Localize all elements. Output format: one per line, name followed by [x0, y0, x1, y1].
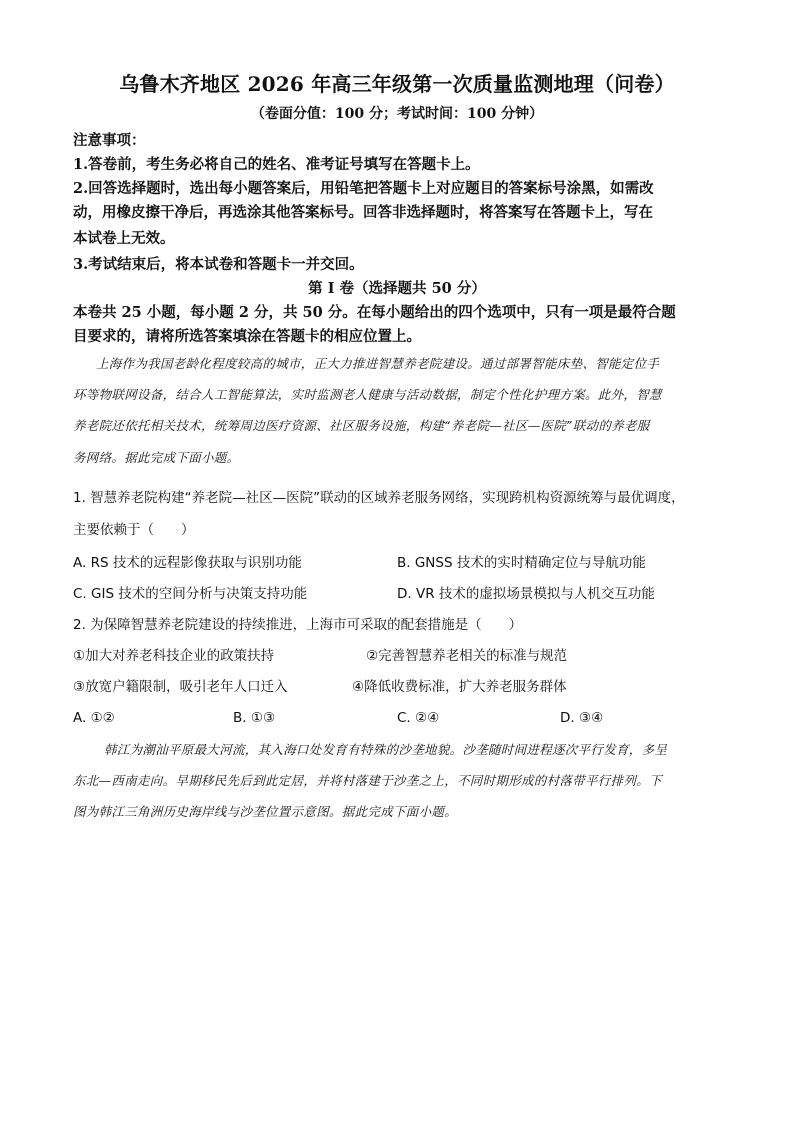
option-c: C. GIS 技术的空间分析与决策支持功能	[73, 586, 308, 602]
question-stem: 主要依赖于（ ）	[73, 522, 195, 538]
notice-line: 2.回答选择题时，选出每小题答案后，用铅笔把答题卡上对应题目的答案标号涂黑，如需改	[73, 180, 654, 197]
statement-item: ①加大对养老科技企业的政策扶持	[73, 648, 275, 664]
section-title: 第 I 卷（选择题共 50 分）	[308, 280, 486, 297]
page-title: 乌鲁木齐地区 2026 年高三年级第一次质量监测地理（问卷）	[119, 72, 675, 96]
option-a: A. RS 技术的远程影像获取与识别功能	[73, 555, 302, 571]
question-stem: 2. 为保障智慧养老院建设的持续推进，上海市可采取的配套措施是（ ）	[73, 617, 523, 633]
option-c: C. ②④	[397, 710, 440, 726]
page-subtitle: （卷面分值：100 分；考试时间：100 分钟）	[250, 106, 544, 122]
notice-line: 3.考试结束后，将本试卷和答题卡一并交回。	[73, 256, 364, 273]
section-instruction: 目要求的，请将所选答案填涂在答题卡的相应位置上。	[73, 328, 421, 345]
notice-line: 1.答卷前，考生务必将自己的姓名、准考证号填写在答题卡上。	[73, 156, 480, 173]
passage-line: 上海作为我国老龄化程度较高的城市，正大力推进智慧养老院建设。通过部署智能床垫、智能定位手	[96, 356, 660, 371]
passage-line: 韩江为潮汕平原最大河流，其入海口处发育有特殊的沙垄地貌。沙垄随时间进程逐次平行发育，多呈	[104, 742, 668, 757]
option-d: D. ③④	[560, 710, 604, 726]
option-d: D. VR 技术的虚拟场景模拟与人机交互功能	[397, 586, 655, 602]
option-a: A. ①②	[73, 710, 115, 726]
section-instruction: 本卷共 25 小题，每小题 2 分，共 50 分。在每小题给出的四个选项中，只有一项是最符合题	[73, 304, 676, 321]
option-b: B. ①③	[233, 710, 276, 726]
option-b: B. GNSS 技术的实时精确定位与导航功能	[397, 555, 646, 571]
statement-item: ②完善智慧养老相关的标准与规范	[366, 648, 568, 664]
passage-line: 环等物联网设备，结合人工智能算法，实时监测老人健康与活动数据，制定个性化护理方案。此外，智慧	[73, 387, 662, 402]
notice-heading: 注意事项：	[73, 132, 146, 149]
passage-line: 养老院还依托相关技术，统筹周边医疗资源、社区服务设施，构建“养老院—社区—医院”联动的养老服	[73, 418, 650, 433]
notice-line: 动，用橡皮擦干净后，再选涂其他答案标号。回答非选择题时，将答案写在答题卡上，写在	[73, 204, 653, 221]
notice-line: 本试卷上无效。	[73, 230, 175, 247]
statement-item: ④降低收费标准，扩大养老服务群体	[352, 679, 567, 695]
passage-line: 务网络。据此完成下面小题。	[73, 450, 240, 465]
question-stem: 1. 智慧养老院构建“养老院—社区—医院”联动的区域养老服务网络，实现跨机构资源统筹与最优调度，	[73, 490, 685, 506]
passage-line: 图为韩江三角洲历史海岸线与沙垄位置示意图。据此完成下面小题。	[73, 804, 458, 819]
statement-item: ③放宽户籍限制，吸引老年人口迁入	[73, 679, 288, 695]
passage-line: 东北—西南走向。早期移民先后到此定居，并将村落建于沙垄之上，不同时期形成的村落带平行排列。下	[73, 773, 662, 788]
